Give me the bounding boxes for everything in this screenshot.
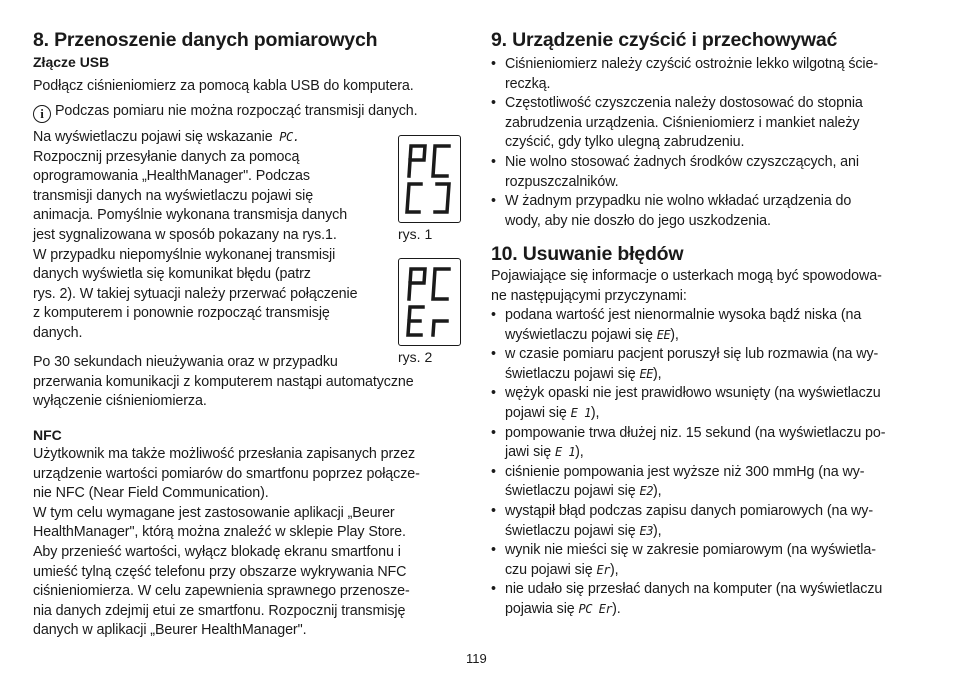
list-item-text: wystąpił błąd podczas zapisu danych pomiarowych (na wy- [505, 503, 873, 519]
text-line: nia danych zdejmij etui ze smartfonu. Rozpocznij transmisję [33, 602, 406, 619]
text-line: Pojawiające się informacje o usterkach mogą być spowodowa- [491, 268, 882, 284]
page-number: 119 [466, 651, 487, 666]
error-code: E 1 [554, 445, 576, 460]
list-item-text: świetlaczu pojawi się E3), [505, 522, 662, 539]
text-line: jest sygnalizowana w sposób pokazany na rys.1. [33, 227, 337, 243]
list-item-text: nie udało się przesłać danych na komputer (na wyświetlaczu [505, 581, 883, 598]
lcd-code: PC. [272, 130, 300, 144]
error-code: E2 [639, 484, 653, 499]
list-item-text: ciśnienie pompowania jest wyższe niż 300 mmHg (na wy- [505, 463, 865, 480]
text-line: wyłączenie ciśnieniomierza. [33, 393, 207, 410]
figure2-caption: rys. 2 [398, 349, 433, 365]
info-note-text: Podczas pomiaru nie można rozpocząć transmisji danych. [55, 103, 418, 119]
list-item-text: pompowanie trwa dłużej niz. 15 sekund (na wyświetlaczu po- [505, 424, 886, 441]
usb-instruction: Podłącz ciśnieniomierz za pomocą kabla USB do komputera. [33, 78, 414, 94]
info-note [33, 102, 418, 123]
text-line: urządzenie wartości pomiarów do smartfonu poprzez połącze- [33, 465, 420, 482]
text-line: HealthManager", którą można znaleźć w sklepie Play Store. [33, 524, 406, 541]
text-line: oprogramowania „HealthManager". Podczas [33, 168, 310, 185]
text-line: przerwania komunikacji z komputerem nastąpi automatyczne [33, 373, 414, 390]
list-item-text: świetlaczu pojawi się EE), [505, 365, 662, 382]
list-item-text: pojawia się PC Er). [505, 600, 621, 617]
text-line: animacja. Pomyślnie wykonana transmisja danych [33, 207, 348, 224]
bullet-icon: • [491, 193, 496, 210]
heading-troubleshooting: 10. Usuwanie błędów [491, 243, 684, 265]
text-line: transmisji danych na wyświetlaczu pojawi się [33, 187, 314, 204]
list-item-text: Częstotliwość czyszczenia należy dostosować do stopnia [505, 95, 863, 112]
list-item-text: jawi się E 1), [505, 444, 584, 461]
text-line: umieść tylną część telefonu przy obszarze wykrywania NFC [33, 563, 407, 580]
list-item-text: czu pojawi się Er), [505, 561, 619, 578]
bullet-icon: • [491, 346, 496, 363]
list-item-text: zabrudzenia urządzenia. Ciśnieniomierz i mankiet należy [505, 114, 860, 131]
list-item-text: wody, aby nie doszło do jego uszkodzenia. [505, 212, 771, 229]
heading-data-transfer: 8. Przenoszenie danych pomiarowych [33, 29, 378, 51]
bullet-icon: • [491, 503, 496, 519]
error-code: EE [639, 366, 653, 381]
subheading-usb: Złącze USB [33, 54, 110, 70]
bullet-icon: • [491, 307, 496, 323]
bullet-icon: • [491, 581, 496, 598]
error-code: Er [596, 562, 610, 577]
text-line: nie NFC (Near Field Communication). [33, 485, 269, 502]
error-code: E 1 [570, 405, 591, 420]
error-code: E3 [639, 523, 653, 538]
lcd-pc-transfer-graphic [405, 142, 455, 218]
text-line: W przypadku niepomyślnie wykonanej transmisji [33, 246, 336, 263]
text-line: W tym celu wymagane jest zastosowanie aplikacji „Beurer [33, 504, 395, 521]
info-icon: i [33, 105, 51, 123]
list-item-text: wężyk opaski nie jest prawidłowo wsunięty (na wyświetlaczu [505, 385, 881, 402]
bullet-icon: • [491, 154, 496, 170]
lcd-display-fig1 [398, 135, 461, 223]
subheading-nfc: NFC [33, 427, 62, 443]
list-item-text: świetlaczu pojawi się E2), [505, 483, 662, 500]
list-item-text: pojawi się E 1), [505, 404, 600, 421]
list-item-text: wyświetlaczu pojawi się EE), [505, 326, 679, 343]
bullet-icon: • [491, 424, 496, 441]
bullet-icon: • [491, 95, 496, 112]
text-line: z komputerem i ponownie rozpocząć transmisję [33, 305, 330, 322]
error-code: PC Er [578, 601, 613, 616]
text-line: rys. 2). W takiej sytuacji należy przerwać połączenie [33, 285, 358, 302]
text-line: Po 30 sekundach nieużywania oraz w przypadku [33, 354, 338, 370]
text-line: Aby przenieść wartości, wyłącz blokadę ekranu smartfonu i [33, 544, 401, 560]
lcd-pc-error-graphic [405, 265, 455, 341]
heading-cleaning: 9. Urządzenie czyścić i przechowywać [491, 29, 838, 51]
list-item-text: Ciśnieniomierz należy czyścić ostrożnie lekko wilgotną ście- [505, 56, 879, 72]
bullet-icon: • [491, 56, 496, 72]
text-line: Na wyświetlaczu pojawi się wskazanie PC. [33, 129, 300, 145]
text-line: ne następującymi przyczynami: [491, 287, 687, 304]
text-line: danych w aplikacji „Beurer HealthManager". [33, 622, 307, 639]
list-item-text: Nie wolno stosować żadnych środków czyszczących, ani [505, 154, 859, 170]
text-line: danych wyświetla się komunikat błędu (patrz [33, 266, 311, 283]
bullet-icon: • [491, 542, 496, 559]
lcd-display-fig2 [398, 258, 461, 346]
error-code: EE [656, 327, 671, 342]
text-line: Użytkownik ma także możliwość przesłania zapisanych przez [33, 446, 416, 462]
text-line: Rozpocznij przesyłanie danych za pomocą [33, 148, 300, 165]
list-item-text: rozpuszczalników. [505, 173, 619, 190]
figure1-caption: rys. 1 [398, 226, 433, 242]
list-item-text: czyścić, gdy tylko ulegną zabrudzeniu. [505, 134, 745, 151]
list-item-text: W żadnym przypadku nie wolno wkładać urządzenia do [505, 193, 852, 210]
bullet-icon: • [491, 385, 496, 402]
text-line: ciśnieniomierza. W celu zapewnienia sprawnego przenosze- [33, 583, 410, 600]
bullet-icon: • [491, 463, 496, 480]
text-line: danych. [33, 325, 83, 341]
list-item-text: podana wartość jest nienormalnie wysoka bądź niska (na [505, 307, 862, 323]
list-item-text: reczką. [505, 75, 551, 92]
list-item-text: w czasie pomiaru pacjent poruszył się lub rozmawia (na wy- [505, 346, 879, 363]
list-item-text: wynik nie mieści się w zakresie pomiarowym (na wyświetla- [505, 542, 876, 559]
